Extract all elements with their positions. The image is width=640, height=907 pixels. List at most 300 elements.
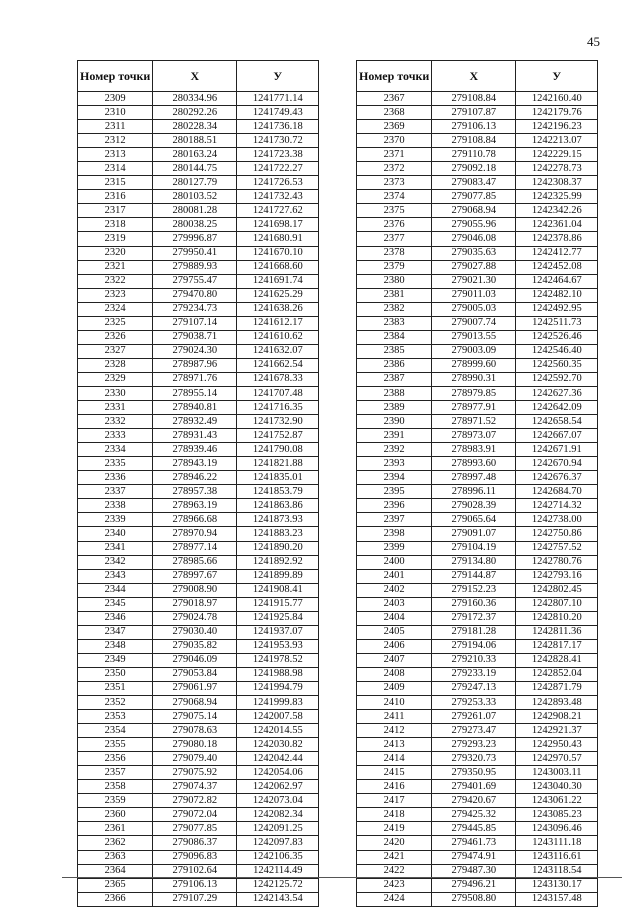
cell-y: 1241821.88 [237, 457, 319, 471]
table-row [357, 766, 598, 780]
cell-x: 279107.29 [153, 892, 237, 906]
table-row [78, 681, 319, 695]
cell-y: 1243061.22 [516, 794, 598, 808]
cell-point-number: 2360 [78, 808, 153, 822]
cell-point-number: 2357 [78, 766, 153, 780]
cell-y: 1241908.41 [237, 583, 319, 597]
table-row [357, 401, 598, 415]
cell-point-number: 2348 [78, 639, 153, 653]
cell-y: 1241668.60 [237, 260, 319, 274]
cell-x: 279030.40 [153, 625, 237, 639]
header-x: X [432, 61, 516, 92]
table-row [357, 190, 598, 204]
cell-y: 1243116.61 [516, 850, 598, 864]
cell-point-number: 2356 [78, 752, 153, 766]
cell-point-number: 2379 [357, 260, 432, 274]
cell-point-number: 2400 [357, 555, 432, 569]
table-row [357, 667, 598, 681]
cell-y: 1241732.90 [237, 415, 319, 429]
cell-x: 279233.19 [432, 667, 516, 681]
cell-point-number: 2410 [357, 696, 432, 710]
table-row [357, 794, 598, 808]
cell-x: 279144.87 [432, 569, 516, 583]
cell-x: 279253.33 [432, 696, 516, 710]
cell-y: 1241698.17 [237, 218, 319, 232]
cell-x: 280103.52 [153, 190, 237, 204]
table-row [78, 850, 319, 864]
cell-point-number: 2392 [357, 443, 432, 457]
cell-x: 278957.38 [153, 485, 237, 499]
cell-x: 278971.76 [153, 372, 237, 386]
bottom-divider [62, 877, 622, 878]
table-row [357, 527, 598, 541]
cell-y: 1243111.18 [516, 836, 598, 850]
cell-point-number: 2384 [357, 330, 432, 344]
cell-y: 1242671.91 [516, 443, 598, 457]
cell-x: 279508.80 [432, 892, 516, 906]
cell-x: 278931.43 [153, 429, 237, 443]
table-row [357, 513, 598, 527]
header-y: У [516, 61, 598, 92]
table-row [357, 625, 598, 639]
cell-point-number: 2319 [78, 232, 153, 246]
cell-point-number: 2359 [78, 794, 153, 808]
table-row [357, 597, 598, 611]
table-row [357, 499, 598, 513]
cell-x: 278977.91 [432, 401, 516, 415]
cell-point-number: 2372 [357, 162, 432, 176]
cell-x: 279079.40 [153, 752, 237, 766]
cell-point-number: 2399 [357, 541, 432, 555]
cell-x: 280144.75 [153, 162, 237, 176]
cell-point-number: 2347 [78, 625, 153, 639]
cell-x: 278940.81 [153, 401, 237, 415]
cell-x: 279350.95 [432, 766, 516, 780]
cell-x: 279160.36 [432, 597, 516, 611]
table-row [78, 583, 319, 597]
table-row [357, 541, 598, 555]
cell-y: 1242278.73 [516, 162, 598, 176]
cell-x: 279024.78 [153, 611, 237, 625]
cell-y: 1242014.55 [237, 724, 319, 738]
cell-point-number: 2325 [78, 316, 153, 330]
cell-x: 279152.23 [432, 583, 516, 597]
cell-x: 279172.37 [432, 611, 516, 625]
cell-x: 279005.03 [432, 302, 516, 316]
table-row [357, 134, 598, 148]
cell-point-number: 2421 [357, 850, 432, 864]
table-header-row [78, 61, 319, 92]
cell-x: 279889.93 [153, 260, 237, 274]
cell-x: 279091.07 [432, 527, 516, 541]
cell-x: 279273.47 [432, 724, 516, 738]
cell-x: 279077.85 [432, 190, 516, 204]
cell-point-number: 2337 [78, 485, 153, 499]
cell-y: 1241730.72 [237, 134, 319, 148]
cell-point-number: 2340 [78, 527, 153, 541]
cell-point-number: 2412 [357, 724, 432, 738]
table-row [357, 752, 598, 766]
cell-x: 279055.96 [432, 218, 516, 232]
cell-point-number: 2358 [78, 780, 153, 794]
cell-y: 1243003.11 [516, 766, 598, 780]
cell-point-number: 2338 [78, 499, 153, 513]
cell-y: 1242950.43 [516, 738, 598, 752]
table-row [357, 302, 598, 316]
cell-point-number: 2411 [357, 710, 432, 724]
cell-x: 279210.33 [432, 653, 516, 667]
table-row [357, 696, 598, 710]
cell-y: 1242676.37 [516, 471, 598, 485]
cell-x: 279487.30 [432, 864, 516, 878]
cell-x: 279046.08 [432, 232, 516, 246]
cell-y: 1241726.53 [237, 176, 319, 190]
cell-y: 1242714.32 [516, 499, 598, 513]
cell-point-number: 2376 [357, 218, 432, 232]
cell-x: 279065.64 [432, 513, 516, 527]
cell-x: 278963.19 [153, 499, 237, 513]
cell-y: 1242091.25 [237, 822, 319, 836]
cell-point-number: 2403 [357, 597, 432, 611]
table-row [78, 232, 319, 246]
cell-point-number: 2367 [357, 92, 432, 106]
cell-y: 1242810.20 [516, 611, 598, 625]
cell-point-number: 2341 [78, 541, 153, 555]
header-point-number: Номер точки [357, 61, 432, 92]
table-row [78, 808, 319, 822]
cell-y: 1241863.86 [237, 499, 319, 513]
table-row [357, 386, 598, 400]
cell-point-number: 2354 [78, 724, 153, 738]
table-row [78, 386, 319, 400]
cell-y: 1241722.27 [237, 162, 319, 176]
cell-y: 1242042.44 [237, 752, 319, 766]
cell-point-number: 2349 [78, 653, 153, 667]
cell-point-number: 2404 [357, 611, 432, 625]
cell-x: 278966.68 [153, 513, 237, 527]
cell-point-number: 2318 [78, 218, 153, 232]
cell-y: 1242097.83 [237, 836, 319, 850]
cell-point-number: 2373 [357, 176, 432, 190]
table-row [78, 597, 319, 611]
cell-point-number: 2377 [357, 232, 432, 246]
coordinates-table-left [77, 60, 319, 907]
cell-x: 279194.06 [432, 639, 516, 653]
cell-x: 279293.23 [432, 738, 516, 752]
table-row [357, 569, 598, 583]
table-row [78, 330, 319, 344]
cell-point-number: 2415 [357, 766, 432, 780]
cell-y: 1242642.09 [516, 401, 598, 415]
cell-point-number: 2335 [78, 457, 153, 471]
cell-x: 279107.14 [153, 316, 237, 330]
cell-x: 278997.48 [432, 471, 516, 485]
cell-y: 1242482.10 [516, 288, 598, 302]
cell-point-number: 2407 [357, 653, 432, 667]
cell-point-number: 2386 [357, 358, 432, 372]
cell-x: 279096.83 [153, 850, 237, 864]
cell-y: 1241749.43 [237, 106, 319, 120]
table-row [78, 527, 319, 541]
table-row [357, 260, 598, 274]
cell-point-number: 2316 [78, 190, 153, 204]
table-row [357, 176, 598, 190]
cell-point-number: 2396 [357, 499, 432, 513]
cell-y: 1242526.46 [516, 330, 598, 344]
cell-point-number: 2387 [357, 372, 432, 386]
table-row [78, 218, 319, 232]
table-row [78, 794, 319, 808]
cell-point-number: 2312 [78, 134, 153, 148]
table-row [357, 457, 598, 471]
table-row [357, 316, 598, 330]
cell-y: 1241953.93 [237, 639, 319, 653]
table-row [78, 513, 319, 527]
cell-y: 1242511.73 [516, 316, 598, 330]
cell-y: 1242780.76 [516, 555, 598, 569]
cell-y: 1242114.49 [237, 864, 319, 878]
cell-x: 279053.84 [153, 667, 237, 681]
table-row [357, 218, 598, 232]
cell-point-number: 2363 [78, 850, 153, 864]
cell-point-number: 2371 [357, 148, 432, 162]
cell-x: 279018.97 [153, 597, 237, 611]
cell-y: 1241680.91 [237, 232, 319, 246]
cell-x: 279108.84 [432, 92, 516, 106]
cell-x: 279181.28 [432, 625, 516, 639]
cell-x: 278977.14 [153, 541, 237, 555]
cell-point-number: 2416 [357, 780, 432, 794]
cell-y: 1242062.97 [237, 780, 319, 794]
cell-y: 1242871.79 [516, 681, 598, 695]
cell-point-number: 2388 [357, 386, 432, 400]
cell-y: 1242592.70 [516, 372, 598, 386]
cell-y: 1242546.40 [516, 344, 598, 358]
cell-x: 280081.28 [153, 204, 237, 218]
cell-x: 279038.71 [153, 330, 237, 344]
table-row [357, 344, 598, 358]
cell-x: 278971.52 [432, 415, 516, 429]
table-row [78, 302, 319, 316]
cell-point-number: 2420 [357, 836, 432, 850]
cell-y: 1242464.67 [516, 274, 598, 288]
cell-x: 280334.96 [153, 92, 237, 106]
table-row [78, 780, 319, 794]
cell-point-number: 2345 [78, 597, 153, 611]
cell-x: 279068.94 [153, 696, 237, 710]
cell-x: 279077.85 [153, 822, 237, 836]
cell-point-number: 2362 [78, 836, 153, 850]
cell-y: 1242308.37 [516, 176, 598, 190]
cell-y: 1242229.15 [516, 148, 598, 162]
cell-point-number: 2378 [357, 246, 432, 260]
cell-y: 1242125.72 [237, 878, 319, 892]
table-row [78, 134, 319, 148]
table-row [357, 738, 598, 752]
table-header-row [357, 61, 598, 92]
cell-y: 1242452.08 [516, 260, 598, 274]
cell-x: 278983.91 [432, 443, 516, 457]
cell-x: 279072.04 [153, 808, 237, 822]
cell-point-number: 2346 [78, 611, 153, 625]
cell-x: 280292.26 [153, 106, 237, 120]
cell-y: 1241736.18 [237, 120, 319, 134]
cell-x: 279134.80 [432, 555, 516, 569]
cell-y: 1242361.04 [516, 218, 598, 232]
table-row [357, 246, 598, 260]
cell-x: 279021.30 [432, 274, 516, 288]
table-row [78, 752, 319, 766]
cell-x: 279461.73 [432, 836, 516, 850]
cell-x: 279028.39 [432, 499, 516, 513]
table-row [78, 246, 319, 260]
cell-y: 1241937.07 [237, 625, 319, 639]
cell-y: 1242970.57 [516, 752, 598, 766]
cell-point-number: 2322 [78, 274, 153, 288]
cell-point-number: 2408 [357, 667, 432, 681]
cell-x: 279027.88 [432, 260, 516, 274]
cell-point-number: 2353 [78, 710, 153, 724]
cell-y: 1242082.34 [237, 808, 319, 822]
table-row [357, 471, 598, 485]
cell-y: 1242921.37 [516, 724, 598, 738]
cell-point-number: 2313 [78, 148, 153, 162]
cell-x: 279072.82 [153, 794, 237, 808]
cell-x: 279247.13 [432, 681, 516, 695]
cell-y: 1242667.07 [516, 429, 598, 443]
cell-point-number: 2320 [78, 246, 153, 260]
table-row [78, 260, 319, 274]
table-row [357, 288, 598, 302]
table-row [78, 878, 319, 892]
table-row [357, 232, 598, 246]
table-row [78, 710, 319, 724]
cell-y: 1242196.23 [516, 120, 598, 134]
cell-point-number: 2326 [78, 330, 153, 344]
cell-y: 1241732.43 [237, 190, 319, 204]
cell-y: 1241716.35 [237, 401, 319, 415]
cell-y: 1242802.45 [516, 583, 598, 597]
cell-point-number: 2343 [78, 569, 153, 583]
table-row [78, 724, 319, 738]
cell-point-number: 2361 [78, 822, 153, 836]
cell-x: 279075.14 [153, 710, 237, 724]
cell-y: 1241873.93 [237, 513, 319, 527]
table-row [357, 429, 598, 443]
cell-y: 1241978.52 [237, 653, 319, 667]
cell-y: 1242412.77 [516, 246, 598, 260]
cell-point-number: 2314 [78, 162, 153, 176]
page-number: 45 [587, 34, 600, 49]
cell-point-number: 2405 [357, 625, 432, 639]
cell-x: 279007.74 [432, 316, 516, 330]
cell-x: 279078.63 [153, 724, 237, 738]
cell-point-number: 2315 [78, 176, 153, 190]
table-row [78, 892, 319, 906]
table-row [357, 639, 598, 653]
cell-point-number: 2350 [78, 667, 153, 681]
cell-y: 1241752.87 [237, 429, 319, 443]
coordinates-table-right [356, 60, 598, 907]
table-row [357, 780, 598, 794]
cell-y: 1242658.54 [516, 415, 598, 429]
cell-x: 279261.07 [432, 710, 516, 724]
table-row [357, 120, 598, 134]
cell-point-number: 2394 [357, 471, 432, 485]
cell-y: 1241625.29 [237, 288, 319, 302]
cell-point-number: 2418 [357, 808, 432, 822]
cell-y: 1242738.00 [516, 513, 598, 527]
cell-x: 278943.19 [153, 457, 237, 471]
cell-x: 279075.92 [153, 766, 237, 780]
table-row [357, 162, 598, 176]
cell-x: 279106.13 [432, 120, 516, 134]
cell-x: 279106.13 [153, 878, 237, 892]
table-row [78, 667, 319, 681]
table-row [78, 485, 319, 499]
cell-x: 279003.09 [432, 344, 516, 358]
cell-point-number: 2419 [357, 822, 432, 836]
cell-point-number: 2317 [78, 204, 153, 218]
cell-x: 279046.09 [153, 653, 237, 667]
table-row [78, 625, 319, 639]
cell-x: 278993.60 [432, 457, 516, 471]
table-row [78, 316, 319, 330]
cell-x: 279035.82 [153, 639, 237, 653]
cell-x: 278973.07 [432, 429, 516, 443]
cell-point-number: 2380 [357, 274, 432, 288]
table-row [78, 429, 319, 443]
cell-point-number: 2311 [78, 120, 153, 134]
cell-x: 279320.73 [432, 752, 516, 766]
cell-x: 279035.63 [432, 246, 516, 260]
cell-point-number: 2333 [78, 429, 153, 443]
cell-point-number: 2401 [357, 569, 432, 583]
cell-point-number: 2368 [357, 106, 432, 120]
table-row [357, 274, 598, 288]
cell-point-number: 2352 [78, 696, 153, 710]
cell-point-number: 2423 [357, 878, 432, 892]
cell-y: 1241892.92 [237, 555, 319, 569]
cell-x: 280038.25 [153, 218, 237, 232]
table-row [78, 569, 319, 583]
table-row [78, 274, 319, 288]
table-row [357, 148, 598, 162]
cell-y: 1243130.17 [516, 878, 598, 892]
cell-point-number: 2381 [357, 288, 432, 302]
cell-y: 1241662.54 [237, 358, 319, 372]
table-row [357, 822, 598, 836]
cell-point-number: 2334 [78, 443, 153, 457]
cell-y: 1242560.35 [516, 358, 598, 372]
table-row [357, 878, 598, 892]
table-row [357, 415, 598, 429]
cell-point-number: 2324 [78, 302, 153, 316]
cell-y: 1242817.17 [516, 639, 598, 653]
table-row [78, 120, 319, 134]
table-row [357, 836, 598, 850]
cell-x: 278987.96 [153, 358, 237, 372]
table-body-left [78, 92, 319, 907]
table-row [357, 808, 598, 822]
cell-y: 1241899.89 [237, 569, 319, 583]
cell-y: 1241771.14 [237, 92, 319, 106]
table-row [357, 724, 598, 738]
cell-x: 279011.03 [432, 288, 516, 302]
cell-point-number: 2402 [357, 583, 432, 597]
cell-x: 279013.55 [432, 330, 516, 344]
cell-point-number: 2393 [357, 457, 432, 471]
